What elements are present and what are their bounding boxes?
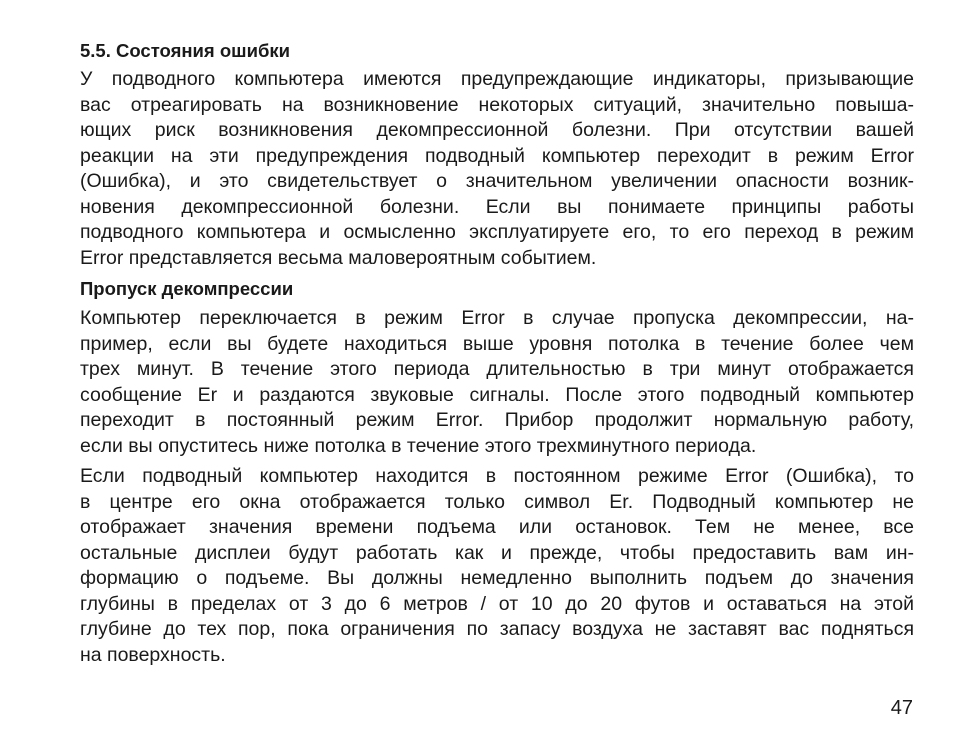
text-line: новения декомпрессионной болезни. Если вы понимаете принципы работы (80, 195, 914, 218)
text-line: (Ошибка), и это свидетельствует о значительном увеличении опасности возник- (80, 170, 914, 192)
subsection-heading: Пропуск декомпрессии (80, 278, 294, 299)
section-heading: 5.5. Состояния ошибки (80, 40, 291, 61)
text-line: переходит в постоянный режим Error. Прибор продолжит нормальную работу, (80, 409, 914, 431)
page-number: 47 (890, 697, 913, 719)
intro-paragraph (80, 67, 914, 271)
text-line: если вы опуститесь ниже потолка в течение этого трехминутного периода. (80, 434, 757, 457)
text-line: отображает значения времени подъема или остановок. Тем не менее, все (80, 516, 914, 538)
text-line: реакции на эти предупреждения подводный компьютер переходит в режим Error (80, 144, 914, 167)
text-line: пример, если вы будете находиться выше уровня потолка в течение более чем (80, 332, 914, 355)
text-line: на поверхность. (80, 643, 226, 666)
text-line: глубины в пределах от 3 до 6 метров / от 10 до 20 футов и оставаться на этой (80, 592, 914, 615)
text-line: глубине до тех пор, пока ограничения по запасу воздуха не заставят вас подняться (80, 618, 914, 640)
text-line: формацию о подъеме. Вы должны немедленно выполнить подъем до значения (80, 567, 914, 589)
document-page (80, 38, 914, 673)
text-line: Компьютер переключается в режим Error в случае пропуска декомпрессии, на- (80, 307, 914, 329)
error-mode-paragraph (80, 464, 914, 668)
text-line: сообщение Er и раздаются звуковые сигналы. После этого подводный компьютер (80, 383, 914, 406)
text-line: Если подводный компьютер находится в постоянном режиме Error (Ошибка), то (80, 465, 914, 487)
text-line: ющих риск возникновения декомпрессионной болезни. При отсутствии вашей (80, 119, 914, 141)
text-line: остальные дисплеи будут работать как и прежде, чтобы предоставить вам ин- (80, 541, 914, 564)
text-line: трех минут. В течение этого периода длительностью в три минут отображается (80, 358, 914, 380)
text-line: У подводного компьютера имеются предупреждающие индикаторы, призывающие (80, 68, 914, 90)
text-line: подводного компьютера и осмысленно эксплуатируете его, то его переход в режим (80, 221, 914, 243)
missed-deco-paragraph (80, 306, 914, 459)
text-line: вас отреагировать на возникновение некоторых ситуаций, значительно повыша- (80, 93, 914, 116)
text-line: в центре его окна отображается только символ Er. Подводный компьютер не (80, 490, 914, 513)
text-line: Error представляется весьма маловероятным событием. (80, 246, 597, 269)
